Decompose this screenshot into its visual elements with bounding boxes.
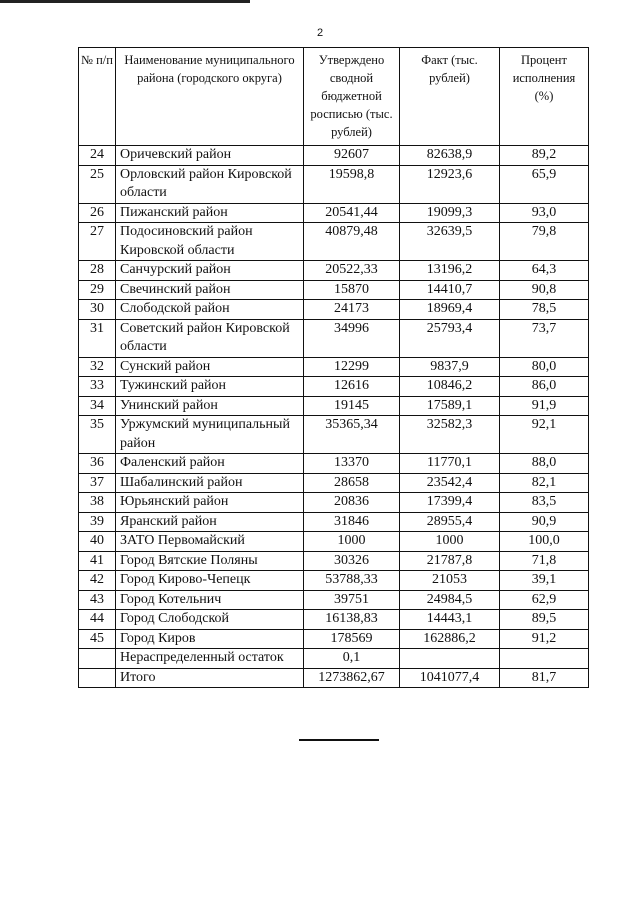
table-row: [79, 223, 589, 261]
cell-num: 35: [79, 416, 116, 454]
table-row: [79, 512, 589, 532]
cell-percent: 90,9: [500, 512, 589, 532]
table-row: [79, 300, 589, 320]
cell-name: Пижанский район: [116, 203, 304, 223]
cell-fact: 162886,2: [400, 629, 500, 649]
cell-percent: 73,7: [500, 319, 589, 357]
table-row: [79, 532, 589, 552]
cell-approved: 1000: [304, 532, 400, 552]
table-row: [79, 493, 589, 513]
cell-percent: 89,5: [500, 610, 589, 630]
table-row: [79, 146, 589, 166]
cell-percent: 81,7: [500, 668, 589, 688]
cell-num: 30: [79, 300, 116, 320]
cell-name: Нераспределенный остаток: [116, 649, 304, 669]
cell-approved: 20522,33: [304, 261, 400, 281]
cell-name: Шабалинский район: [116, 473, 304, 493]
cell-fact: 32582,3: [400, 416, 500, 454]
cell-num: [79, 668, 116, 688]
cell-fact: 21787,8: [400, 551, 500, 571]
cell-fact: [400, 649, 500, 669]
table-row: [79, 165, 589, 203]
cell-name: Свечинский район: [116, 280, 304, 300]
table-row: [79, 590, 589, 610]
cell-name: Подосиновский район Кировской области: [116, 223, 304, 261]
cell-approved: 12616: [304, 377, 400, 397]
table-row: [79, 454, 589, 474]
cell-num: 41: [79, 551, 116, 571]
cell-num: 36: [79, 454, 116, 474]
cell-num: 34: [79, 396, 116, 416]
cell-name: Яранский район: [116, 512, 304, 532]
cell-name: Город Котельнич: [116, 590, 304, 610]
cell-percent: 78,5: [500, 300, 589, 320]
table-row: [79, 357, 589, 377]
table-row: [79, 203, 589, 223]
cell-percent: 86,0: [500, 377, 589, 397]
cell-fact: 23542,4: [400, 473, 500, 493]
cell-num: 45: [79, 629, 116, 649]
header-percent: Процент исполнения (%): [500, 48, 589, 146]
table-row: [79, 629, 589, 649]
table-row: [79, 551, 589, 571]
cell-fact: 21053: [400, 571, 500, 591]
cell-num: 44: [79, 610, 116, 630]
header-name: Наименование муниципального района (городского округа): [116, 48, 304, 146]
table-row: [79, 571, 589, 591]
cell-fact: 24984,5: [400, 590, 500, 610]
cell-fact: 13196,2: [400, 261, 500, 281]
cell-approved: 15870: [304, 280, 400, 300]
cell-name: Сунский район: [116, 357, 304, 377]
cell-fact: 19099,3: [400, 203, 500, 223]
header-fact: Факт (тыс. рублей): [400, 48, 500, 146]
table-row: [79, 319, 589, 357]
cell-num: 27: [79, 223, 116, 261]
cell-percent: 39,1: [500, 571, 589, 591]
cell-approved: 16138,83: [304, 610, 400, 630]
cell-name: Уржумский муниципальный район: [116, 416, 304, 454]
cell-fact: 28955,4: [400, 512, 500, 532]
cell-percent: 92,1: [500, 416, 589, 454]
cell-num: 31: [79, 319, 116, 357]
cell-num: 24: [79, 146, 116, 166]
cell-approved: 31846: [304, 512, 400, 532]
cell-fact: 17399,4: [400, 493, 500, 513]
cell-percent: 89,2: [500, 146, 589, 166]
cell-approved: 20836: [304, 493, 400, 513]
scan-edge-line: [0, 0, 250, 3]
cell-percent: [500, 649, 589, 669]
cell-approved: 28658: [304, 473, 400, 493]
cell-fact: 10846,2: [400, 377, 500, 397]
table-row: [79, 396, 589, 416]
cell-name: Унинский район: [116, 396, 304, 416]
cell-num: 33: [79, 377, 116, 397]
cell-num: 29: [79, 280, 116, 300]
cell-approved: 30326: [304, 551, 400, 571]
cell-fact: 9837,9: [400, 357, 500, 377]
cell-name: Город Киров: [116, 629, 304, 649]
cell-fact: 12923,6: [400, 165, 500, 203]
cell-name: Тужинский район: [116, 377, 304, 397]
table-row: [79, 649, 589, 669]
cell-percent: 65,9: [500, 165, 589, 203]
cell-fact: 11770,1: [400, 454, 500, 474]
cell-num: 38: [79, 493, 116, 513]
table-row: [79, 377, 589, 397]
cell-name: Город Вятские Поляны: [116, 551, 304, 571]
cell-approved: 19145: [304, 396, 400, 416]
cell-percent: 71,8: [500, 551, 589, 571]
cell-name: Санчурский район: [116, 261, 304, 281]
cell-percent: 93,0: [500, 203, 589, 223]
table-row: [79, 668, 589, 688]
cell-name: Город Кирово-Чепецк: [116, 571, 304, 591]
cell-name: Орловский район Кировской области: [116, 165, 304, 203]
cell-fact: 18969,4: [400, 300, 500, 320]
header-num: № п/п: [79, 48, 116, 146]
cell-num: 43: [79, 590, 116, 610]
cell-name: Юрьянский район: [116, 493, 304, 513]
cell-name: Город Слободской: [116, 610, 304, 630]
cell-num: [79, 649, 116, 669]
cell-approved: 178569: [304, 629, 400, 649]
cell-percent: 80,0: [500, 357, 589, 377]
cell-approved: 53788,33: [304, 571, 400, 591]
cell-name: Слободской район: [116, 300, 304, 320]
cell-percent: 79,8: [500, 223, 589, 261]
cell-approved: 34996: [304, 319, 400, 357]
table-row: [79, 261, 589, 281]
cell-approved: 13370: [304, 454, 400, 474]
cell-fact: 14410,7: [400, 280, 500, 300]
page-number: 2: [316, 27, 324, 39]
cell-fact: 25793,4: [400, 319, 500, 357]
cell-num: 40: [79, 532, 116, 552]
cell-percent: 64,3: [500, 261, 589, 281]
cell-approved: 19598,8: [304, 165, 400, 203]
cell-approved: 12299: [304, 357, 400, 377]
cell-name: ЗАТО Первомайский: [116, 532, 304, 552]
cell-approved: 20541,44: [304, 203, 400, 223]
cell-fact: 14443,1: [400, 610, 500, 630]
cell-name: Советский район Кировской области: [116, 319, 304, 357]
header-approved: Утверждено сводной бюджетной росписью (тыс. рублей): [304, 48, 400, 146]
cell-approved: 40879,48: [304, 223, 400, 261]
cell-name: Итого: [116, 668, 304, 688]
cell-fact: 32639,5: [400, 223, 500, 261]
cell-num: 26: [79, 203, 116, 223]
cell-percent: 100,0: [500, 532, 589, 552]
cell-num: 39: [79, 512, 116, 532]
table-row: [79, 280, 589, 300]
cell-num: 37: [79, 473, 116, 493]
cell-approved: 39751: [304, 590, 400, 610]
cell-name: Фаленский район: [116, 454, 304, 474]
cell-num: 32: [79, 357, 116, 377]
cell-approved: 0,1: [304, 649, 400, 669]
cell-percent: 88,0: [500, 454, 589, 474]
cell-percent: 62,9: [500, 590, 589, 610]
cell-approved: 35365,34: [304, 416, 400, 454]
cell-percent: 91,9: [500, 396, 589, 416]
cell-fact: 1000: [400, 532, 500, 552]
cell-percent: 91,2: [500, 629, 589, 649]
cell-percent: 83,5: [500, 493, 589, 513]
cell-num: 25: [79, 165, 116, 203]
cell-percent: 90,8: [500, 280, 589, 300]
cell-percent: 82,1: [500, 473, 589, 493]
end-divider-line: [299, 739, 379, 741]
table-row: [79, 610, 589, 630]
table-header-row: [79, 48, 589, 146]
cell-fact: 1041077,4: [400, 668, 500, 688]
table-row: [79, 416, 589, 454]
cell-num: 28: [79, 261, 116, 281]
cell-approved: 24173: [304, 300, 400, 320]
cell-fact: 82638,9: [400, 146, 500, 166]
cell-approved: 1273862,67: [304, 668, 400, 688]
cell-name: Оричевский район: [116, 146, 304, 166]
cell-fact: 17589,1: [400, 396, 500, 416]
cell-num: 42: [79, 571, 116, 591]
table-row: [79, 473, 589, 493]
cell-approved: 92607: [304, 146, 400, 166]
budget-execution-table: [78, 47, 589, 688]
